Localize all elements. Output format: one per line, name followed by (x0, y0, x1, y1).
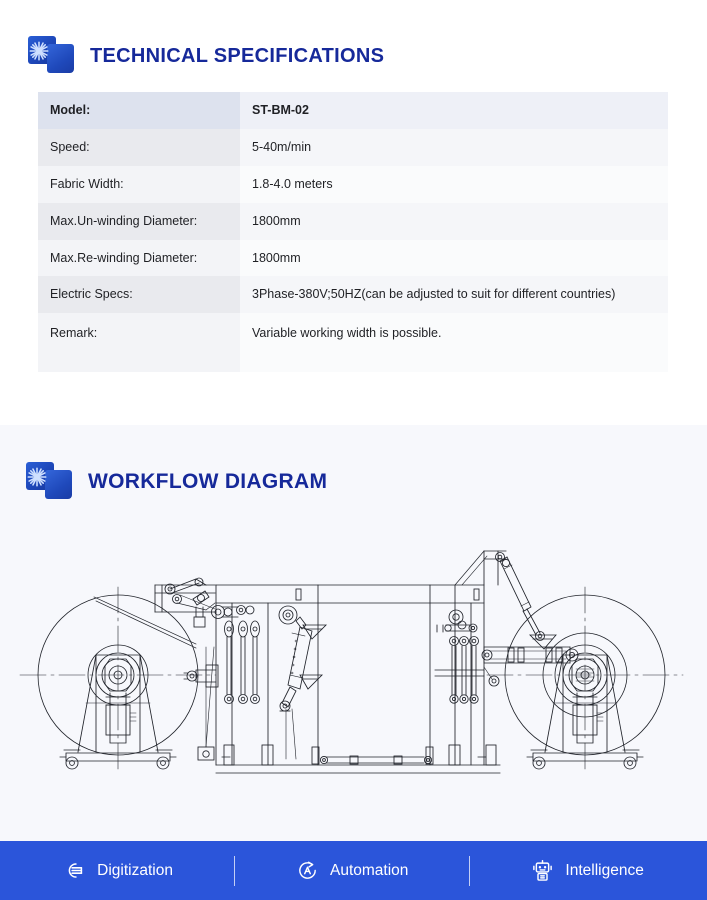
table-row (38, 166, 668, 203)
table-row (38, 129, 668, 166)
workflow-title: WORKFLOW DIAGRAM (88, 470, 328, 494)
feature-automation[interactable] (292, 859, 412, 882)
table-row (38, 313, 668, 372)
feature-label: Automation (329, 861, 409, 879)
table-row (38, 276, 668, 313)
feature-bar (0, 841, 707, 900)
intelligence-robot-icon (531, 859, 554, 882)
workflow-diagram-section (0, 425, 707, 841)
feature-digitization[interactable] (59, 859, 177, 882)
spec-label: Speed: (38, 129, 240, 166)
table-row (38, 92, 668, 129)
spec-value: Variable working width is possible. (240, 313, 668, 372)
spec-label: Remark: (38, 313, 240, 372)
technical-specifications-section (0, 0, 707, 425)
spec-value: 1.8-4.0 meters (240, 166, 668, 203)
spec-value: 1800mm (240, 240, 668, 277)
spec-value: 3Phase-380V;50HZ(can be adjusted to suit for different countries) (240, 276, 668, 313)
feature-intelligence[interactable] (527, 859, 647, 882)
spec-label: Max.Re-winding Diameter: (38, 240, 240, 277)
workflow-section-header (0, 425, 707, 512)
spec-value: ST-BM-02 (240, 92, 668, 129)
feature-divider (469, 856, 470, 886)
table-row (38, 240, 668, 277)
spec-label: Fabric Width: (38, 166, 240, 203)
feature-divider (234, 856, 235, 886)
brand-squares-starburst-icon (28, 36, 76, 76)
automation-icon (296, 859, 319, 882)
feature-label: Digitization (97, 861, 173, 879)
feature-label: Intelligence (565, 861, 644, 879)
digitization-icon (63, 859, 86, 882)
spec-value: 5-40m/min (240, 129, 668, 166)
specifications-table (38, 92, 668, 372)
page-title: TECHNICAL SPECIFICATIONS (90, 44, 385, 67)
spec-label: Electric Specs: (38, 276, 240, 313)
brand-squares-starburst-icon (26, 462, 74, 502)
spec-label: Model: (38, 92, 240, 129)
specs-section-header (0, 0, 707, 84)
spec-label: Max.Un-winding Diameter: (38, 203, 240, 240)
table-row (38, 203, 668, 240)
machine-line-drawing (0, 507, 707, 837)
spec-value: 1800mm (240, 203, 668, 240)
